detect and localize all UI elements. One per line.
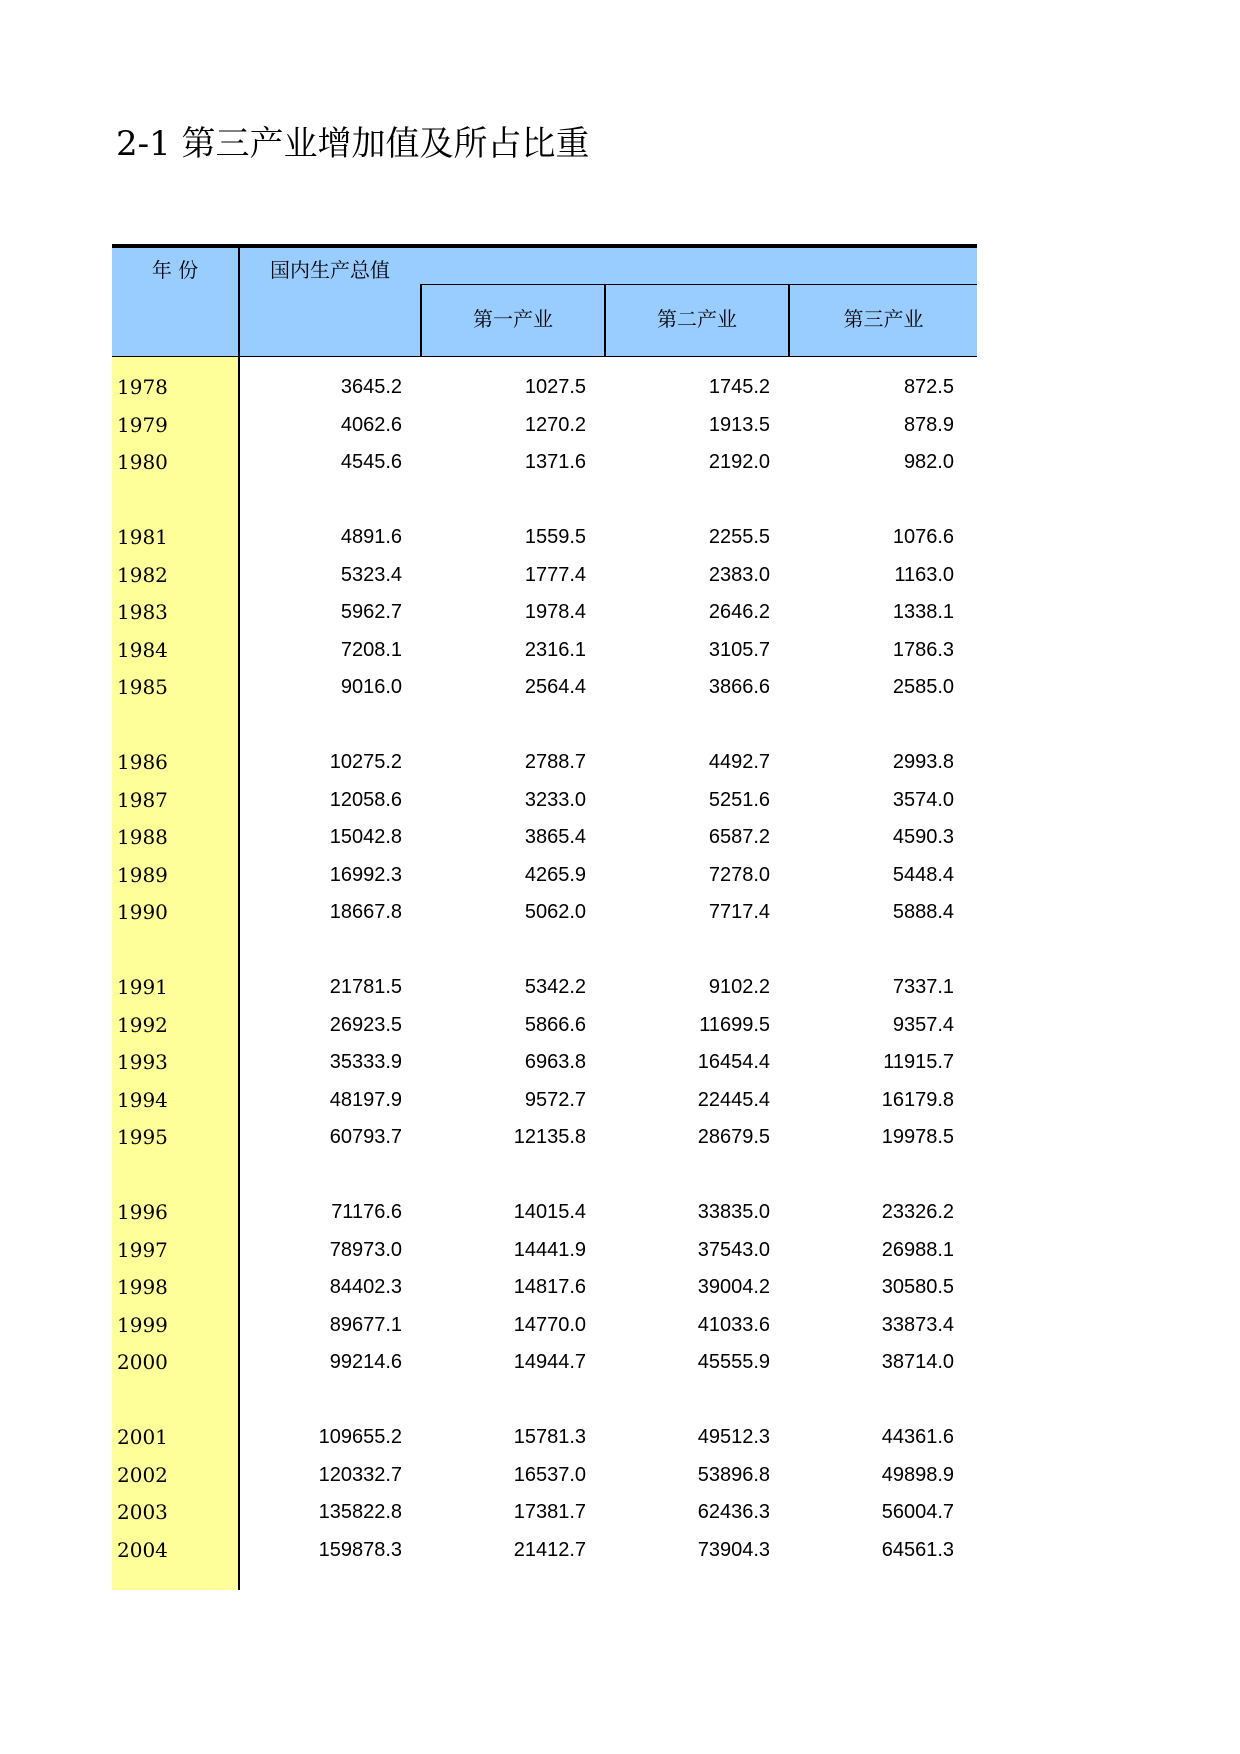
tertiary-value-cell: 30580.5	[881, 1276, 954, 1298]
table-row	[112, 370, 977, 404]
year-cell: 1994	[117, 1087, 168, 1112]
tertiary-value-cell: 2585.0	[892, 676, 954, 698]
gdp-value-cell: 99214.6	[329, 1351, 402, 1373]
table-row	[112, 1045, 977, 1079]
secondary-value-cell: 41033.6	[697, 1313, 770, 1336]
gdp-value-cell: 21781.5	[329, 976, 402, 998]
primary-value-cell: 1270.2	[524, 413, 586, 436]
gdp-value-cell: 5323.4	[340, 563, 402, 586]
secondary-value-cell: 1745.2	[708, 376, 770, 398]
header-primary-industry: 第一产业	[473, 307, 553, 331]
year-cell: 1989	[117, 862, 168, 887]
primary-value-cell: 2316.1	[524, 638, 586, 661]
tertiary-value-cell: 64561.3	[881, 1538, 954, 1561]
year-cell: 1981	[117, 525, 168, 549]
header-gdp: 国内生产总值	[270, 258, 390, 282]
table-row	[112, 1495, 977, 1529]
secondary-value-cell: 37543.0	[697, 1238, 770, 1261]
secondary-value-cell: 6587.2	[708, 826, 770, 848]
gdp-value-cell: 10275.2	[329, 751, 402, 773]
table-row	[112, 1008, 977, 1042]
secondary-value-cell: 4492.7	[708, 751, 770, 773]
primary-value-cell: 1777.4	[524, 563, 586, 586]
tertiary-value-cell: 3574.0	[892, 788, 954, 811]
table-top-rule	[112, 244, 977, 248]
gdp-value-cell: 3645.2	[340, 376, 402, 398]
secondary-value-cell: 53896.8	[697, 1463, 770, 1486]
secondary-value-cell: 2192.0	[708, 451, 770, 473]
primary-value-cell: 14944.7	[513, 1351, 586, 1373]
data-table	[112, 244, 977, 1590]
year-cell: 1983	[117, 600, 168, 624]
secondary-value-cell: 62436.3	[697, 1501, 770, 1523]
tertiary-value-cell: 9357.4	[892, 1013, 954, 1036]
secondary-value-cell: 39004.2	[697, 1276, 770, 1298]
table-row	[112, 1420, 977, 1454]
year-cell: 1997	[117, 1237, 168, 1262]
primary-value-cell: 3865.4	[524, 826, 586, 848]
table-row	[112, 408, 977, 442]
primary-value-cell: 5342.2	[524, 976, 586, 998]
primary-value-cell: 6963.8	[524, 1051, 586, 1073]
year-cell: 1984	[117, 637, 168, 662]
table-row	[112, 633, 977, 667]
table-row	[112, 820, 977, 854]
year-cell: 1982	[117, 562, 168, 587]
year-cell: 1991	[117, 975, 168, 999]
header-bottom-rule	[112, 356, 977, 357]
secondary-value-cell: 2255.5	[708, 526, 770, 548]
secondary-value-cell: 11699.5	[699, 1013, 770, 1036]
primary-value-cell: 3233.0	[524, 788, 586, 811]
table-row	[112, 895, 977, 929]
tertiary-value-cell: 878.9	[903, 413, 954, 436]
tertiary-value-cell: 872.5	[903, 376, 954, 398]
table-row	[112, 520, 977, 554]
primary-value-cell: 1978.4	[524, 601, 586, 623]
year-cell: 1979	[117, 412, 168, 437]
table-row	[112, 558, 977, 592]
gdp-value-cell: 9016.0	[340, 676, 402, 698]
table-row	[112, 1120, 977, 1154]
year-cell: 1992	[117, 1012, 168, 1037]
header-year: 年 份	[151, 258, 199, 282]
table-row	[112, 970, 977, 1004]
gdp-value-cell: 48197.9	[329, 1088, 402, 1111]
primary-value-cell: 9572.7	[524, 1088, 586, 1111]
gdp-value-cell: 135822.8	[318, 1501, 402, 1523]
table-row	[112, 445, 977, 479]
tertiary-value-cell: 2993.8	[892, 751, 954, 773]
secondary-value-cell: 33835.0	[697, 1201, 770, 1223]
gdp-value-cell: 78973.0	[329, 1238, 402, 1261]
year-cell: 1996	[117, 1200, 168, 1224]
tertiary-value-cell: 23326.2	[881, 1201, 954, 1223]
table-row	[112, 1083, 977, 1117]
table-row	[112, 595, 977, 629]
gdp-value-cell: 5962.7	[340, 601, 402, 623]
gdp-value-cell: 15042.8	[329, 826, 402, 848]
year-cell: 1990	[117, 900, 168, 924]
subheader-top-rule	[420, 284, 977, 285]
year-cell: 1988	[117, 825, 168, 849]
primary-value-cell: 17381.7	[513, 1501, 586, 1523]
year-cell: 1995	[117, 1125, 168, 1149]
secondary-value-cell: 2646.2	[708, 601, 770, 623]
table-row	[112, 858, 977, 892]
tertiary-value-cell: 5448.4	[892, 863, 954, 886]
primary-value-cell: 1371.6	[524, 451, 586, 473]
secondary-value-cell: 9102.2	[708, 976, 770, 998]
secondary-value-cell: 7278.0	[708, 863, 770, 886]
tertiary-value-cell: 982.0	[903, 451, 954, 473]
tertiary-value-cell: 33873.4	[881, 1313, 954, 1336]
gdp-value-cell: 35333.9	[329, 1051, 402, 1073]
tertiary-value-cell: 19978.5	[881, 1126, 954, 1148]
page-title: 2-1 第三产业增加值及所占比重	[116, 124, 590, 164]
primary-value-cell: 2788.7	[524, 751, 586, 773]
gdp-value-cell: 120332.7	[318, 1463, 402, 1486]
secondary-value-cell: 3866.6	[708, 676, 770, 698]
table-row	[112, 783, 977, 817]
year-cell: 2004	[117, 1537, 168, 1562]
gdp-value-cell: 89677.1	[329, 1313, 402, 1336]
tertiary-value-cell: 5888.4	[892, 901, 954, 923]
secondary-value-cell: 49512.3	[697, 1426, 770, 1448]
gdp-value-cell: 159878.3	[318, 1538, 402, 1561]
primary-value-cell: 14817.6	[513, 1276, 586, 1298]
primary-value-cell: 1027.5	[524, 376, 586, 398]
gdp-value-cell: 16992.3	[329, 863, 402, 886]
gdp-value-cell: 109655.2	[318, 1426, 402, 1448]
gdp-value-cell: 26923.5	[329, 1013, 402, 1036]
primary-value-cell: 5062.0	[524, 901, 586, 923]
table-row	[112, 1458, 977, 1492]
table-row	[112, 1345, 977, 1379]
secondary-value-cell: 22445.4	[697, 1088, 770, 1111]
primary-value-cell: 14015.4	[513, 1201, 586, 1223]
year-cell: 1980	[117, 450, 168, 474]
tertiary-value-cell: 44361.6	[881, 1426, 954, 1448]
gdp-value-cell: 7208.1	[340, 638, 402, 661]
secondary-value-cell: 7717.4	[708, 901, 770, 923]
secondary-value-cell: 2383.0	[708, 563, 770, 586]
table-row	[112, 1533, 977, 1567]
year-cell: 1998	[117, 1275, 168, 1299]
primary-value-cell: 4265.9	[524, 863, 586, 886]
table-row	[112, 670, 977, 704]
secondary-value-cell: 3105.7	[708, 638, 770, 661]
gdp-value-cell: 84402.3	[329, 1276, 402, 1298]
tertiary-value-cell: 56004.7	[881, 1501, 954, 1523]
gdp-value-cell: 60793.7	[329, 1126, 402, 1148]
table-row	[112, 1270, 977, 1304]
table-row	[112, 1195, 977, 1229]
header-tertiary-industry: 第三产业	[843, 307, 924, 331]
year-cell: 2003	[117, 1500, 168, 1524]
tertiary-value-cell: 4590.3	[892, 826, 954, 848]
year-cell: 1993	[117, 1050, 168, 1074]
primary-value-cell: 15781.3	[513, 1426, 586, 1448]
tertiary-value-cell: 1786.3	[892, 638, 954, 661]
gdp-value-cell: 12058.6	[329, 788, 402, 811]
table-row	[112, 745, 977, 779]
gdp-value-cell: 18667.8	[329, 901, 402, 923]
secondary-value-cell: 5251.6	[708, 788, 770, 811]
table-row	[112, 1233, 977, 1267]
year-cell: 1999	[117, 1312, 168, 1337]
primary-value-cell: 1559.5	[524, 526, 586, 548]
secondary-value-cell: 28679.5	[697, 1126, 770, 1148]
primary-value-cell: 5866.6	[524, 1013, 586, 1036]
tertiary-value-cell: 11915.7	[883, 1051, 954, 1073]
year-cell: 2002	[117, 1462, 168, 1487]
year-cell: 2001	[117, 1425, 168, 1449]
tertiary-value-cell: 1163.0	[894, 563, 954, 586]
secondary-value-cell: 1913.5	[708, 413, 770, 436]
primary-value-cell: 21412.7	[513, 1538, 586, 1561]
tertiary-value-cell: 1338.1	[892, 601, 954, 623]
gdp-value-cell: 71176.6	[331, 1201, 402, 1223]
gdp-value-cell: 4891.6	[340, 526, 402, 548]
year-cell: 1986	[117, 750, 168, 774]
header-secondary-industry: 第二产业	[657, 307, 737, 331]
primary-value-cell: 14770.0	[513, 1313, 586, 1336]
primary-value-cell: 2564.4	[524, 676, 586, 698]
year-cell: 1985	[117, 675, 168, 699]
secondary-value-cell: 45555.9	[697, 1351, 770, 1373]
tertiary-value-cell: 7337.1	[892, 976, 954, 998]
tertiary-value-cell: 49898.9	[881, 1463, 954, 1486]
primary-value-cell: 16537.0	[513, 1463, 586, 1486]
year-cell: 1978	[117, 375, 168, 399]
table-row	[112, 1308, 977, 1342]
year-cell: 2000	[117, 1350, 168, 1374]
gdp-value-cell: 4545.6	[340, 451, 402, 473]
primary-value-cell: 14441.9	[513, 1238, 586, 1261]
year-cell: 1987	[117, 787, 168, 812]
tertiary-value-cell: 16179.8	[881, 1088, 954, 1111]
primary-value-cell: 12135.8	[513, 1126, 586, 1148]
tertiary-value-cell: 1076.6	[892, 526, 954, 548]
secondary-value-cell: 73904.3	[697, 1538, 770, 1561]
secondary-value-cell: 16454.4	[697, 1051, 770, 1073]
tertiary-value-cell: 26988.1	[881, 1238, 954, 1261]
gdp-value-cell: 4062.6	[340, 413, 402, 436]
tertiary-value-cell: 38714.0	[881, 1351, 954, 1373]
